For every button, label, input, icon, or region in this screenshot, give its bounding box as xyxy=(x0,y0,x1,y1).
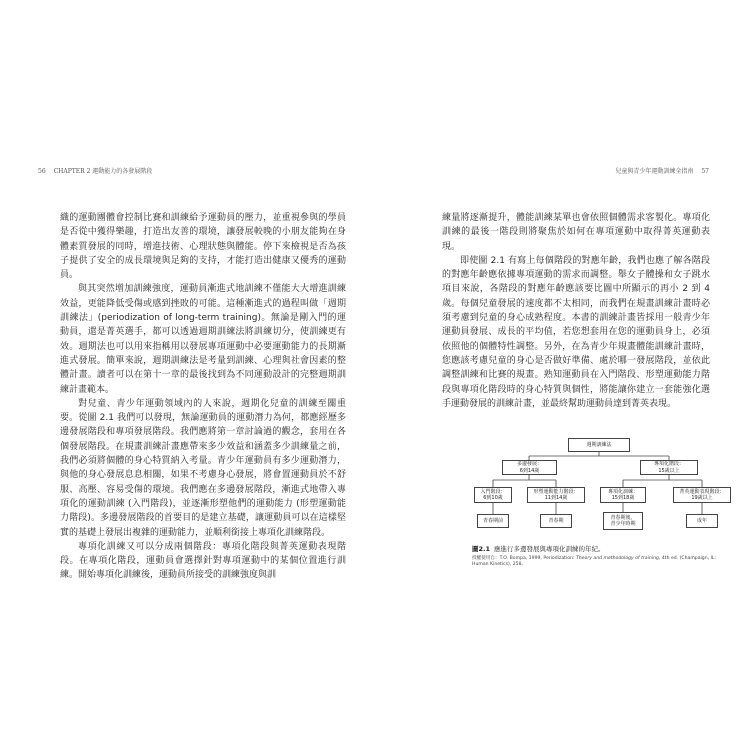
node-label-2: 青少年時期 xyxy=(610,521,636,527)
paragraph: 即使圖 2.1 有寫上每個階段的對應年齡，我們也應了解各階段的對應年齡應依據專項運動的需求而調整。舉女子體操和女子跳水項目來說，各階段的對應年齡應該要比圖中所顯示的再小 2 到 4 歲。每個兒童發展的速度都不太相同，而我們在規畫訓練計畫時必須考慮到兒童的身心成熟程度。本書的訓練計畫皆採用一般青少年運動員發展、成長的平均值，若您想套用在您的運動員身上，必須依照他的個體特性調整。另外，在為青少年規畫體能訓練計畫時，您應該考慮兒童的身心是否做好準備、處於哪一發展階段，並依此調整訓練和比賽的規畫。熟知運動員在入門階段、形塑運動能力階段與專項化階段時的身心特質與個性，將能讓你建立一套能強化選手運動發展的訓練計畫，並最終幫助運動員達到菁英表現。 xyxy=(442,255,710,409)
node-label: 形塑運動能力階段： xyxy=(533,488,579,495)
node-specialization xyxy=(640,460,698,475)
node-multilateral xyxy=(502,460,557,475)
left-page-number: 56 xyxy=(38,168,46,175)
node-label: 入門階段： xyxy=(480,488,506,495)
node-label: 週期訓練法 xyxy=(586,441,612,448)
node-label: 青春期 xyxy=(548,517,564,524)
node-age: 19歲以上 xyxy=(691,495,713,501)
node-puberty xyxy=(540,514,572,528)
node-age: 11到14歲 xyxy=(544,495,568,501)
node-prepuberty xyxy=(477,514,509,528)
node-label: 多邊發展： xyxy=(516,461,542,468)
right-page-number: 57 xyxy=(701,168,709,175)
page-header-right xyxy=(615,166,709,175)
node-label: 菁英運動表現階段： xyxy=(679,488,725,495)
page-header-left xyxy=(38,166,152,175)
node-age: 15到18歲 xyxy=(611,495,635,501)
figure-source xyxy=(472,556,727,568)
node-elite-performance xyxy=(673,487,731,503)
caption-text: 應進行多邊發展與專項化訓練的年紀。 xyxy=(494,545,605,553)
figure-caption xyxy=(472,544,727,553)
node-adulthood xyxy=(686,514,718,528)
node-label: 專項化階段： xyxy=(653,461,684,468)
node-label: 成年 xyxy=(696,517,707,524)
source-book-title: Theory and methodology of training xyxy=(575,556,659,561)
paragraph: 練量將逐漸提升，體能訓練某單也會依照個體需求客製化。專項化訓練的最後一階段則將聚焦於如何在專項運動中取得菁英運動表現。 xyxy=(442,213,710,252)
paragraph: 與其突然增加訓練強度，運動員漸進式地訓練不僅能大大增進訓練效益，更能降低受傷或感到挫敗的可能。這種漸進式的過程叫做「週期訓練法」(periodization of long-term training)。無論是剛入門的運動員，還是菁英選手，都可以透過週期訓練法將訓練切分，使訓練更有效。週期法也可以用來指稱用以發展專項運動中必要運動能力的長期漸進式發展。簡單來說，週期訓練法是考量到訓練、心理與社會因素的整體計畫。讀者可以在第十一章的最後找到為不同運動設計的完整週期訓練計畫範本。 xyxy=(60,284,346,395)
node-initiation xyxy=(474,487,512,503)
node-age: 6到14歲 xyxy=(519,467,540,474)
node-label: 專項化訓練： xyxy=(607,488,638,495)
node-label: 青春期前 xyxy=(482,517,503,524)
figure-label: 圖2.1 xyxy=(472,545,491,553)
source-prefix: 授權使用自：T.O. Bompa, 1999, Periodization: xyxy=(472,556,576,561)
source-suffix: , 4th ed. (Champaign, IL: Human Kinetics), 258. xyxy=(472,556,717,567)
node-age: 15歲以上 xyxy=(658,467,680,474)
paragraph: 專項化訓練又可以分成兩個階段：專項化階段與菁英運動表現階段。在專項化階段，運動員會選擇針對專項運動中的某個位置進行訓練。開始專項化訓練後，運動員所接受的訓練強度與訓 xyxy=(60,541,346,581)
paragraph: 對兒童、青少年運動領域內的人來說，週期化兒童的訓練至關重要。從圖 2.1 我們可以發現，無論運動員的運動潛力為何，都應經歷多邊發展階段和專項發展階段。我們應將第一章討論過的觀念，套用在各個發展階段。在規畫訓練計畫應帶來多少效益和涵蓋多少訓練量之前，我們必須將個體的身心特質納入考量。青少年運動員有多少運動潛力，與他的身心發展息息相關，如果不考慮身心發展，將會置運動員於不舒服、高壓、容易受傷的環境。我們應在多邊發展階段，漸進式地帶入專項化的運動訓練 (入門階段)，並逐漸形塑他們的運動能力 (形塑運動能力階段)。多邊發展階段的首要目的是建立基礎，讓運動員可以在這樣堅實的基礎上發展出複雜的運動能力，並順利銜接上專項化訓練階段。 xyxy=(60,398,346,538)
book-title: 兒童與青少年運動訓練全指南 xyxy=(615,168,694,175)
paragraph: 織的運動團體會控制比賽和訓練給予運動員的壓力，並重視參與的學員是否從中獲得樂趣，打造出友善的環境，讓發展較晚的小朋友能夠在身體素質發展的同時，增進技術、心理狀態與體能。停下來檢視是否為孩子提供了安全的成長環境與足夠的支持，才能打造出健康又優秀的運動員。 xyxy=(60,213,346,281)
node-label: 青春期後、 xyxy=(610,514,636,521)
node-specialized-training xyxy=(600,487,646,503)
periodization-diagram xyxy=(472,434,727,539)
right-text-column xyxy=(442,211,710,411)
node-athletic-formation xyxy=(527,487,585,503)
node-age: 6到10歲 xyxy=(483,495,503,501)
chapter-title: CHAPTER 2 運動能力的各發展階段 xyxy=(53,168,153,175)
node-postpuberty xyxy=(603,512,643,530)
node-root xyxy=(568,438,630,452)
left-text-column xyxy=(60,211,346,583)
